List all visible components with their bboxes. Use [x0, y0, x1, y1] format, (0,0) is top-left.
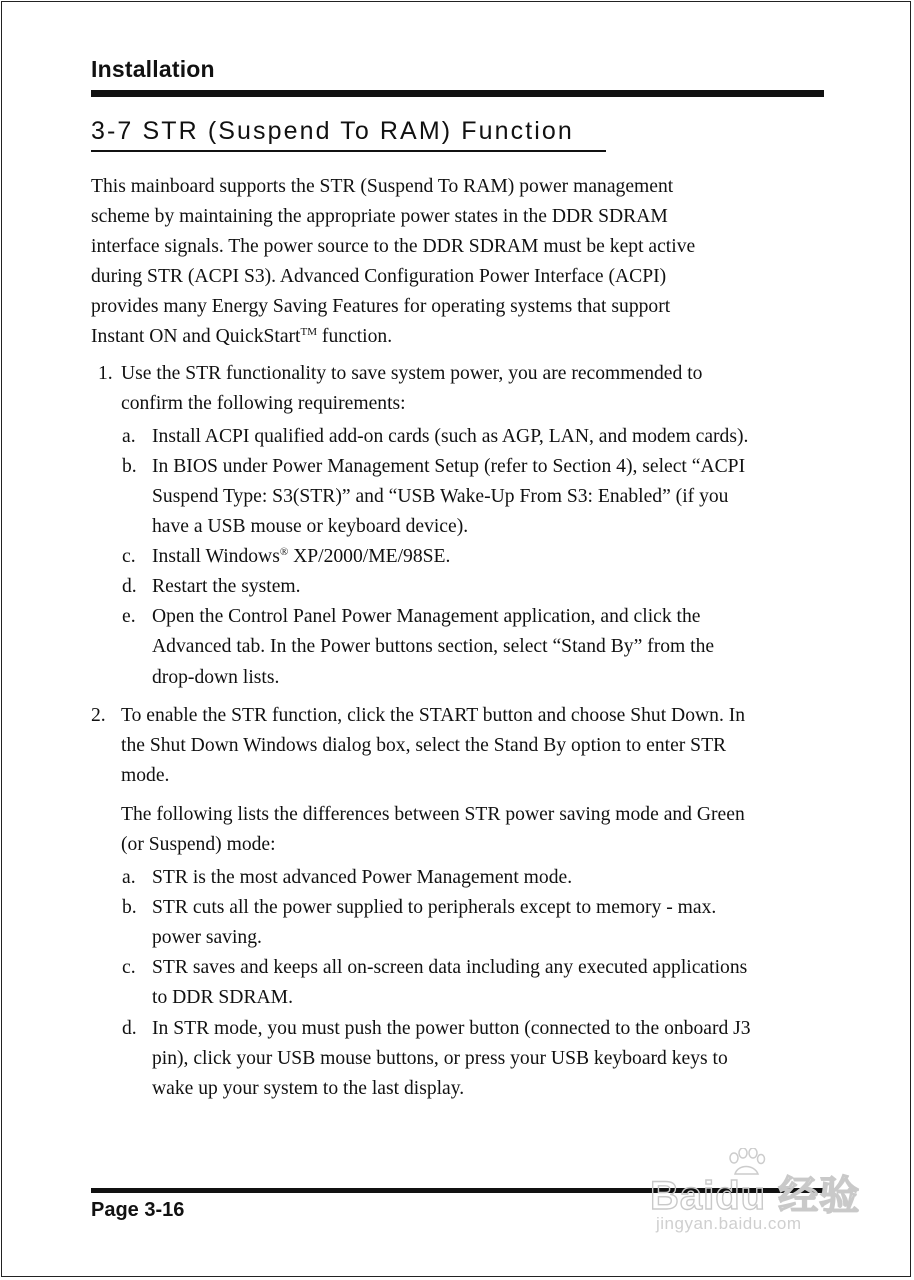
intro-line: interface signals. The power source to the DDR SDRAM must be kept active [91, 236, 696, 258]
intro-paragraph [91, 172, 826, 353]
intro-line: This mainboard supports the STR (Suspend To RAM) power management [91, 176, 674, 197]
item-marker: d. [122, 1017, 137, 1039]
item-line: wake up your system to the last display. [152, 1077, 465, 1099]
item-line: pin), click your USB mouse buttons, or press your USB keyboard keys to [152, 1047, 728, 1069]
item-line: STR saves and keeps all on-screen data including any executed applications [152, 957, 748, 979]
item-line: have a USB mouse or keyboard device). [152, 516, 469, 538]
item-text: XP/2000/ME/98SE. [288, 546, 451, 568]
item-line: Restart the system. [152, 576, 301, 598]
item-marker: a. [122, 867, 136, 889]
header-rule [91, 90, 824, 97]
follow-line: The following lists the differences between STR power saving mode and Green [121, 803, 745, 825]
body-text [91, 172, 826, 1104]
item-line: drop-down lists. [152, 666, 280, 688]
item-marker: a. [122, 425, 136, 447]
follow-line: (or Suspend) mode: [121, 833, 276, 855]
list-item [91, 452, 826, 542]
step-line: the Shut Down Windows dialog box, select the Stand By option to enter STR [121, 734, 727, 756]
item-marker: b. [122, 455, 137, 477]
list-item [91, 1014, 826, 1104]
list-item [91, 893, 826, 953]
item-line: Open the Control Panel Power Management application, and click the [152, 606, 701, 628]
list-item [91, 953, 826, 1013]
list-item [91, 572, 826, 602]
item-line: STR cuts all the power supplied to peripherals except to memory - max. [152, 897, 717, 919]
item-marker: b. [122, 897, 137, 919]
watermark-url: jingyan.baidu.com [656, 1214, 802, 1233]
item-line [152, 542, 826, 572]
intro-line [91, 322, 826, 352]
intro-line: during STR (ACPI S3). Advanced Configuration Power Interface (ACPI) [91, 266, 667, 288]
item-line: Install ACPI qualified add-on cards (such as AGP, LAN, and modem cards). [152, 425, 749, 447]
watermark-logo: Baidu 经验 [650, 1174, 861, 1218]
item-line: STR is the most advanced Power Management mode. [152, 867, 573, 889]
step-line: To enable the STR function, click the START button and choose Shut Down. In [121, 704, 746, 726]
running-header: Installation [91, 56, 215, 82]
list-item [91, 863, 826, 893]
item-marker: c. [122, 957, 136, 979]
step-line: confirm the following requirements: [121, 392, 406, 414]
item-line: Advanced tab. In the Power buttons section, select “Stand By” from the [152, 636, 715, 658]
intro-line: provides many Energy Saving Features for operating systems that support [91, 296, 671, 318]
item-line: Suspend Type: S3(STR)” and “USB Wake-Up From S3: Enabled” (if you [152, 485, 729, 507]
list-item [91, 542, 826, 572]
item-line: to DDR SDRAM. [152, 987, 293, 1009]
step-number: 1. [98, 362, 113, 384]
step-line: Use the STR functionality to save system power, you are recommended to [121, 362, 703, 384]
list-item [91, 422, 826, 452]
differences-list [91, 863, 826, 1104]
differences-intro [91, 800, 826, 860]
baidu-watermark [648, 1148, 861, 1248]
intro-line: scheme by maintaining the appropriate power states in the DDR SDRAM [91, 206, 668, 228]
item-marker: d. [122, 576, 137, 598]
intro-text: Instant ON and QuickStart [91, 326, 301, 348]
page-number: Page 3-16 [91, 1199, 185, 1221]
requirements-list [91, 422, 826, 693]
step-line: mode. [121, 764, 170, 786]
item-marker: c. [122, 546, 136, 568]
item-line: In BIOS under Power Management Setup (refer to Section 4), select “ACPI [152, 455, 746, 477]
item-line: In STR mode, you must push the power button (connected to the onboard J3 [152, 1017, 751, 1039]
intro-text: function. [317, 326, 393, 348]
step-2 [91, 701, 826, 791]
section-title: 3-7 STR (Suspend To RAM) Function [91, 117, 606, 152]
item-text: Install Windows [152, 546, 280, 568]
step-number: 2. [91, 704, 106, 726]
registered-symbol: ® [279, 546, 289, 559]
item-marker: e. [122, 606, 136, 628]
list-item [91, 602, 826, 692]
item-line: power saving. [152, 927, 262, 949]
step-1 [91, 359, 826, 419]
trademark-symbol: TM [300, 326, 318, 339]
